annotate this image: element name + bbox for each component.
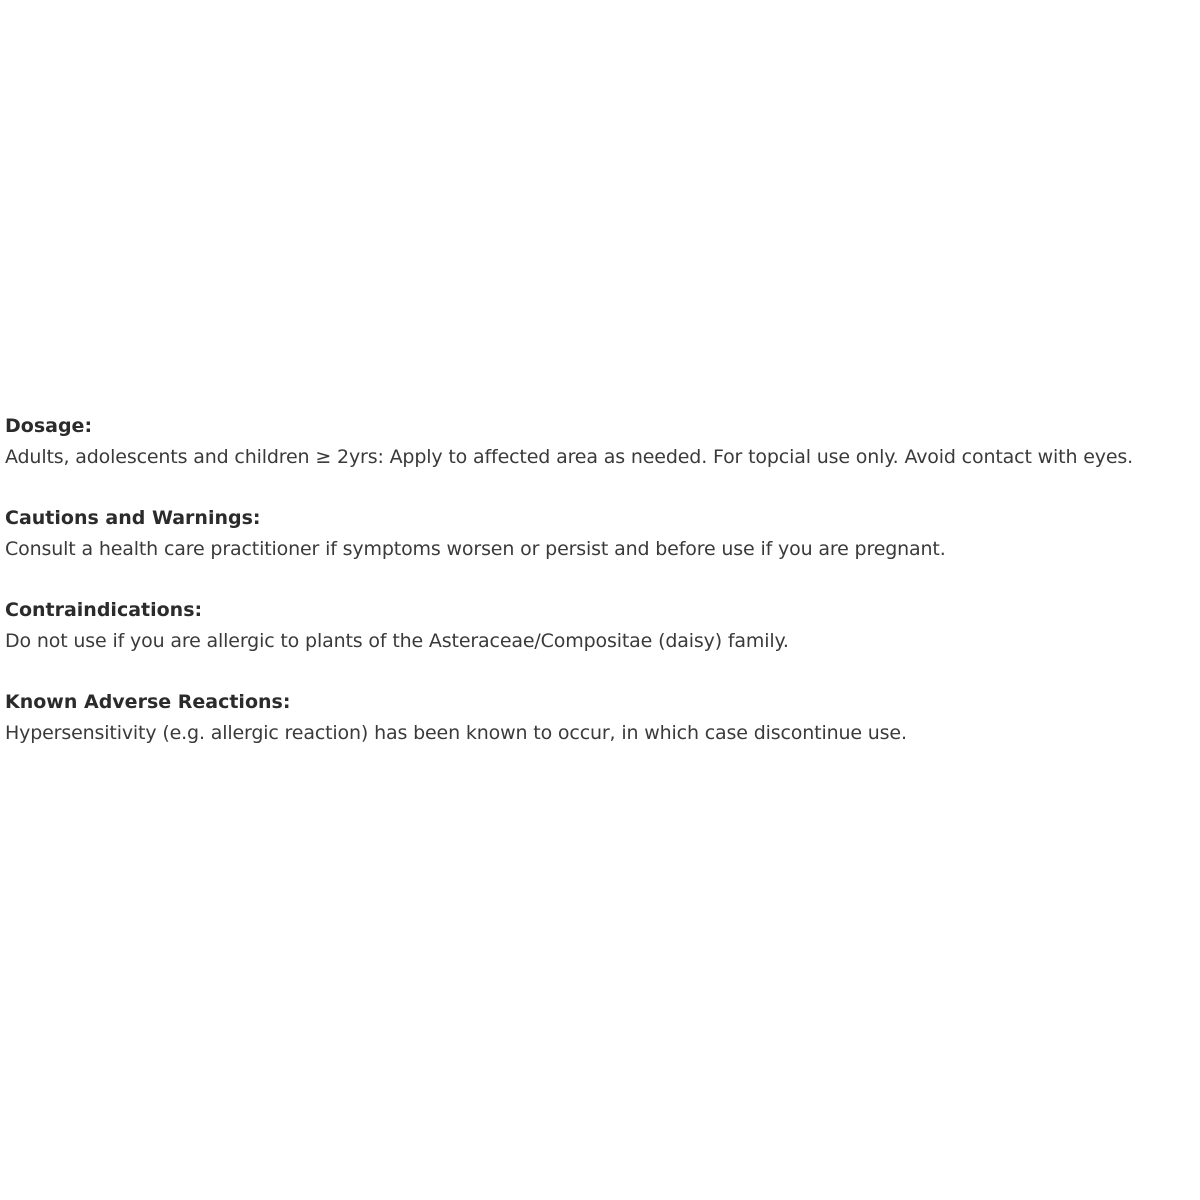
- adverse-reactions-text: Hypersensitivity (e.g. allergic reaction) has been known to occur, in which case discontinue use.: [5, 722, 907, 744]
- product-info-document: [5, 412, 1197, 780]
- cautions-section: [5, 504, 1197, 566]
- dosage-text: Adults, adolescents and children ≥ 2yrs: Apply to affected area as needed. For topcial use only. Avoid contact with eyes.: [5, 446, 1134, 468]
- contraindications-text: Do not use if you are allergic to plants of the Asteraceae/Compositae (daisy) family.: [5, 630, 789, 652]
- contraindications-heading: Contraindications:: [5, 599, 203, 621]
- cautions-heading: Cautions and Warnings:: [5, 507, 261, 529]
- adverse-reactions-heading: Known Adverse Reactions:: [5, 691, 291, 713]
- cautions-text: Consult a health care practitioner if symptoms worsen or persist and before use if you are pregnant.: [5, 538, 946, 560]
- adverse-reactions-section: [5, 688, 1197, 750]
- contraindications-section: [5, 596, 1197, 658]
- dosage-heading: Dosage:: [5, 415, 93, 437]
- dosage-section: [5, 412, 1197, 474]
